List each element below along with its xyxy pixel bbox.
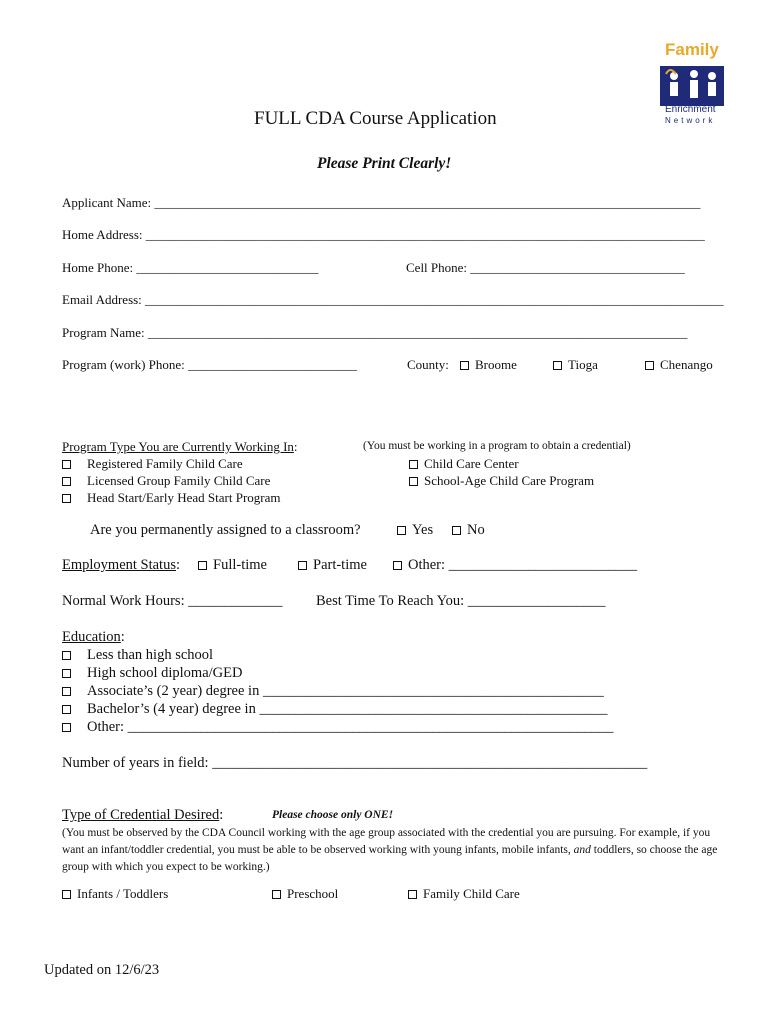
checkbox-no[interactable] (452, 526, 461, 535)
normal-work-hours-field[interactable]: Normal Work Hours: _____________ (62, 593, 283, 609)
checkbox-registered-family[interactable] (62, 460, 71, 469)
checkbox-part-time[interactable] (298, 561, 307, 570)
checkbox-school-age[interactable] (409, 477, 418, 486)
credential-option-label: Preschool (287, 886, 339, 901)
education-option[interactable] (62, 683, 604, 700)
cell-phone-field[interactable]: Cell Phone: _________________________________ (406, 260, 685, 275)
employment-full-time-label: Full-time (213, 557, 267, 573)
applicant-name-field[interactable]: Applicant Name: ____________________________________________________________________________________ (62, 195, 701, 210)
program-option-head-start[interactable] (62, 490, 281, 506)
education-option-label: Other: ___________________________________________________________________ (87, 719, 614, 735)
credential-instruction: Please choose only ONE! (272, 809, 394, 821)
checkbox-broome[interactable] (460, 361, 469, 370)
credential-explanation-and: and (573, 844, 591, 856)
employment-full-time[interactable] (198, 557, 267, 574)
education-option[interactable] (62, 647, 213, 664)
checkbox-bachelors[interactable] (62, 705, 71, 714)
employment-status-label (62, 557, 180, 574)
page-title: FULL CDA Course Application (254, 108, 497, 129)
classroom-yes-option[interactable] (397, 522, 433, 539)
classroom-yes-label: Yes (412, 522, 434, 538)
program-phone-field[interactable]: Program (work) Phone: __________________________ (62, 357, 358, 372)
county-option-chenango[interactable] (645, 357, 713, 373)
credential-option-label: Family Child Care (423, 886, 520, 901)
program-option-label: Registered Family Child Care (87, 456, 243, 471)
classroom-no-label: No (467, 522, 485, 538)
checkbox-preschool[interactable] (272, 890, 281, 899)
education-heading (62, 629, 125, 646)
checkbox-other[interactable] (393, 561, 402, 570)
program-option-label: School-Age Child Care Program (424, 473, 595, 488)
county-option-broome[interactable] (460, 357, 517, 373)
education-option[interactable] (62, 719, 613, 736)
education-option-label: High school diploma/GED (87, 665, 243, 681)
credential-explanation (62, 825, 722, 876)
county-option-label: Chenango (660, 357, 713, 372)
program-option-school-age[interactable] (409, 473, 594, 489)
program-type-note: (You must be working in a program to obtain a credential) (363, 440, 631, 452)
home-address-field[interactable]: Home Address: ______________________________________________________________________________________ (62, 227, 705, 242)
classroom-question: Are you permanently assigned to a classroom? (90, 522, 361, 538)
checkbox-infants-toddlers[interactable] (62, 890, 71, 899)
employment-status-text: Employment Status (62, 557, 176, 573)
county-option-label: Tioga (568, 357, 598, 372)
logo-word-enrichment: Enrichment (665, 104, 716, 115)
checkbox-less-than-high-school[interactable] (62, 651, 71, 660)
checkbox-licensed-group[interactable] (62, 477, 71, 486)
credential-colon: : (219, 807, 224, 823)
county-option-label: Broome (475, 357, 517, 372)
checkbox-child-care-center[interactable] (409, 460, 418, 469)
education-option-label: Associate’s (2 year) degree in _______________________________________________ (87, 683, 604, 699)
program-type-heading (62, 439, 298, 455)
employment-other[interactable] (393, 557, 637, 574)
credential-explanation-a: (You must be observed by the CDA Council working with the age group associated with the credential you are pursuing. For example, if you want an infant/toddler credential, you must be able to be observed working with young infants, mobile infants, (62, 827, 711, 856)
education-colon: : (120, 629, 125, 645)
program-name-field[interactable]: Program Name: ___________________________________________________________________________________ (62, 325, 688, 340)
email-field[interactable]: Email Address: _________________________________________________________________________________________ (62, 292, 724, 307)
logo-word-family: Family (665, 40, 719, 59)
logo-word-network: Network (665, 116, 716, 125)
county-label: County: (407, 357, 449, 372)
program-option-registered-family[interactable] (62, 456, 243, 472)
checkbox-tioga[interactable] (553, 361, 562, 370)
home-phone-field[interactable]: Home Phone: ____________________________ (62, 260, 319, 275)
education-option[interactable] (62, 701, 607, 718)
credential-heading (62, 807, 223, 824)
classroom-no-option[interactable] (452, 522, 485, 539)
program-option-child-care-center[interactable] (409, 456, 519, 472)
credential-option-preschool[interactable] (272, 886, 338, 902)
program-option-label: Licensed Group Family Child Care (87, 473, 271, 488)
checkbox-associates[interactable] (62, 687, 71, 696)
program-option-label: Head Start/Early Head Start Program (87, 490, 281, 505)
checkbox-head-start[interactable] (62, 494, 71, 503)
checkbox-high-school-diploma[interactable] (62, 669, 71, 678)
credential-option-label: Infants / Toddlers (77, 886, 169, 901)
education-option[interactable] (62, 665, 242, 682)
credential-heading-text: Type of Credential Desired (62, 807, 220, 823)
education-option-label: Less than high school (87, 647, 214, 663)
program-option-licensed-group[interactable] (62, 473, 270, 489)
page-subtitle: Please Print Clearly! (317, 155, 452, 172)
checkbox-chenango[interactable] (645, 361, 654, 370)
checkbox-yes[interactable] (397, 526, 406, 535)
credential-explanation-b: toddlers, so choose the age group with which you expect to be working.) (62, 844, 718, 873)
program-type-heading-text: Program Type You are Currently Working In (62, 439, 294, 454)
employment-part-time-label: Part-time (313, 557, 367, 573)
county-option-tioga[interactable] (553, 357, 598, 373)
credential-option-family-child-care[interactable] (408, 886, 520, 902)
program-option-label: Child Care Center (424, 456, 519, 471)
education-option-label: Bachelor’s (4 year) degree in ________________________________________________ (87, 701, 608, 717)
best-time-to-reach-field[interactable]: Best Time To Reach You: ___________________ (316, 593, 606, 609)
program-type-colon: : (293, 439, 298, 454)
checkbox-full-time[interactable] (198, 561, 207, 570)
years-in-field[interactable]: Number of years in field: ____________________________________________________________ (62, 755, 648, 771)
employment-part-time[interactable] (298, 557, 367, 574)
employment-other-label: Other: __________________________ (408, 557, 638, 573)
employment-status-colon: : (175, 557, 181, 573)
checkbox-education-other[interactable] (62, 723, 71, 732)
checkbox-family-child-care[interactable] (408, 890, 417, 899)
credential-option-infants-toddlers[interactable] (62, 886, 168, 902)
updated-date: Updated on 12/6/23 (44, 962, 160, 978)
education-heading-text: Education (62, 629, 121, 645)
